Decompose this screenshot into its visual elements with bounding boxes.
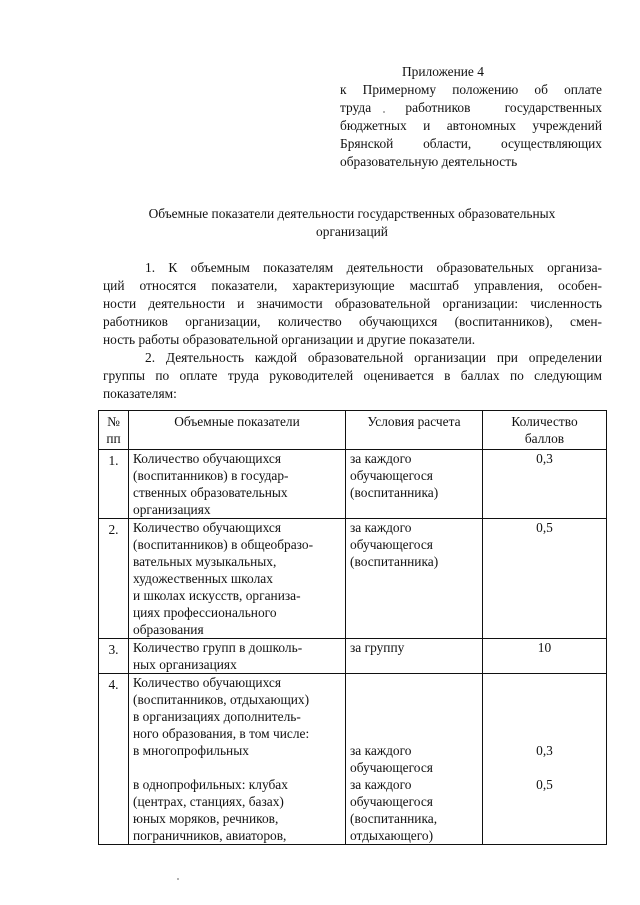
table-row [99,450,607,519]
row-score: 10 [483,639,607,674]
paragraph-line: группы по оплате труда руководителей оценивается в баллах по следующим [103,368,602,383]
row-number: 1. [99,450,129,519]
sub-score: 0,5 [536,777,553,792]
paragraph-line: ности деятельности и значимости образовательной организации: численность [103,296,602,311]
paragraph-line: 1. К объемным показателям деятельности образовательных организа- [145,260,602,275]
appendix-header [340,63,602,171]
row-indicator: Количество групп в дошколь- ных организациях [129,639,346,674]
header-indicator: Объемные показатели [129,411,346,450]
body-text [103,259,602,403]
paragraph-line: ность работы образовательной организации и другие показатели. [103,332,476,347]
paragraph-line: ций относятся показатели, характеризующие масштаб управления, особен- [103,278,602,293]
paragraph-line: 2. Деятельность каждой образовательной организации при определении [145,350,602,365]
header-condition: Условия расчета [346,411,483,450]
paragraph-2 [103,349,602,403]
table-row [99,674,607,845]
appendix-line: бюджетных и автономных учреждений [340,118,602,133]
header-number: № пп [99,411,129,450]
row-indicator: Количество обучающихся (воспитанников, отдыхающих) в организациях дополнитель- ного образования, в том числе: в многопрофильных в однопрофильных: клубах (центрах, станциях, базах) юных моряков, речников, пограничников, авиаторов, [129,674,346,845]
paragraph-line: показателям: [103,386,177,401]
row-condition: за каждого обучающегося (воспитанника) [346,450,483,519]
row-number: 3. [99,639,129,674]
sub-score: 0,3 [536,743,553,758]
indicators-table [98,410,607,845]
header-score: Количество баллов [483,411,607,450]
scan-speck [177,878,179,880]
paragraph-line: работников организации, количество обучающихся (воспитанников), смен- [103,314,602,329]
row-number: 4. [99,674,129,845]
appendix-line: труда работников государственных [340,100,602,115]
table-row [99,519,607,639]
table-row [99,639,607,674]
title-line: организаций [316,224,388,239]
row-condition: за каждого обучающегося (воспитанника) [346,519,483,639]
paragraph-1 [103,259,602,349]
row-score: 0,5 [483,519,607,639]
appendix-line: к Примерному положению об оплате [340,82,602,97]
appendix-line: Брянской области, осуществляющих [340,136,602,151]
row-number: 2. [99,519,129,639]
row-condition: за каждого обучающегося за каждого обучающегося (воспитанника, отдыхающего) [346,674,483,845]
appendix-line: образовательную деятельность [340,154,518,169]
row-condition: за группу [346,639,483,674]
document-title [110,205,594,241]
appendix-title: Приложение 4 [402,64,484,79]
row-score [483,674,607,845]
row-indicator: Количество обучающихся (воспитанников) в общеобразо- вательных музыкальных, художественных школах и школах искусств, организа- циях профессионального образования [129,519,346,639]
table-header-row [99,411,607,450]
title-line: Объемные показатели деятельности государственных образовательных [148,206,556,221]
row-score: 0,3 [483,450,607,519]
row-indicator: Количество обучающихся (воспитанников) в государ- ственных образовательных организациях [129,450,346,519]
